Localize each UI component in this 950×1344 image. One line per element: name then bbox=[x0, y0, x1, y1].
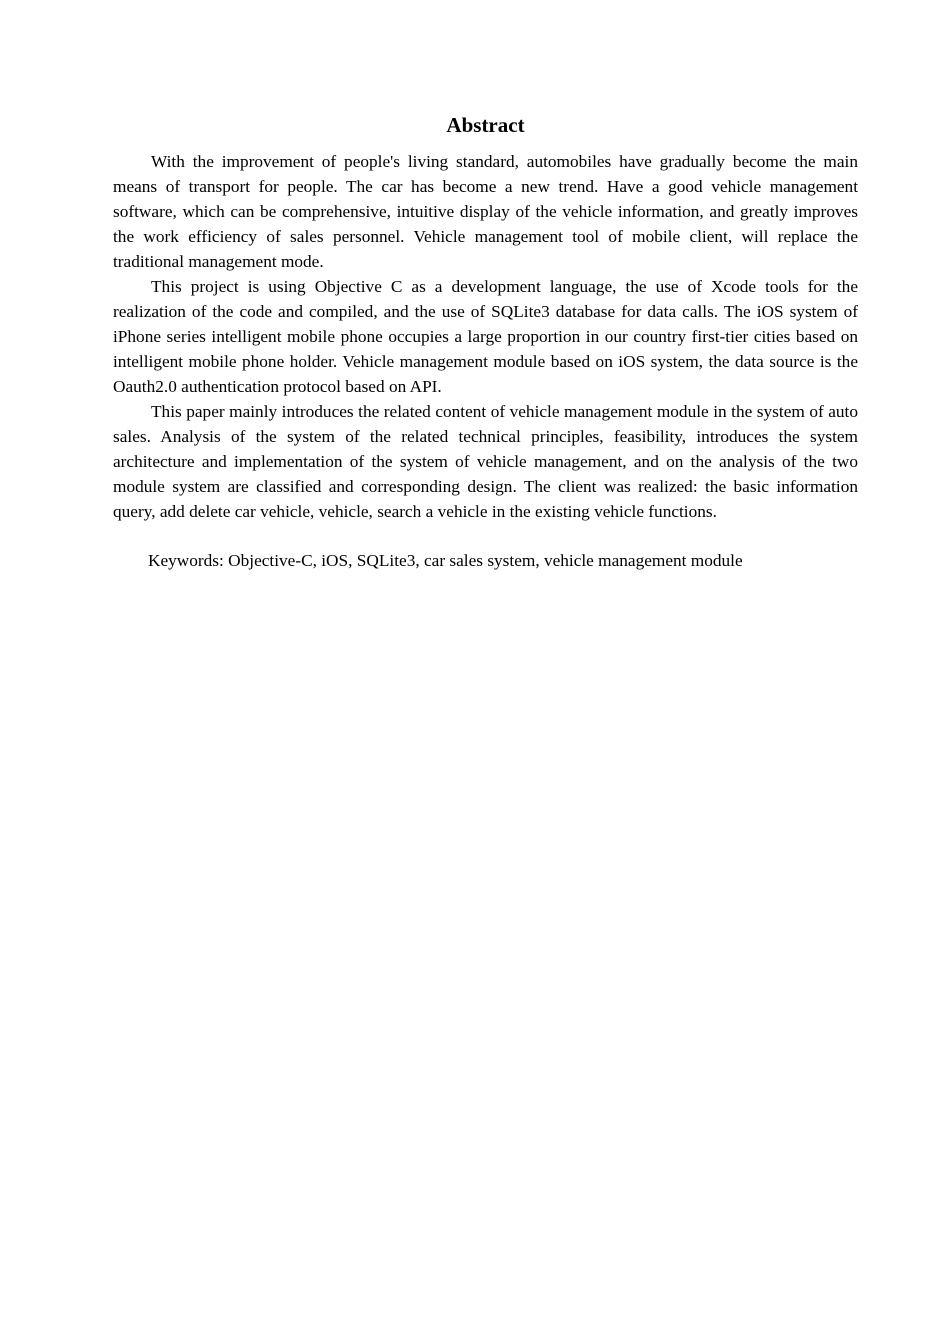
keywords-line: Keywords: Objective-C, iOS, SQLite3, car sales system, vehicle management module bbox=[148, 551, 743, 570]
abstract-paragraph-3: This paper mainly introduces the related content of vehicle management module in the system of auto sales. Analysis of the system of the related technical principles, feasibility, introduces the system architecture and implementation of the system of vehicle management, and on the analysis of the two module system are classified and corresponding design. The client was realized: the basic information query, add delete car vehicle, vehicle, search a vehicle in the existing vehicle functions. bbox=[113, 402, 858, 521]
abstract-section bbox=[113, 111, 858, 573]
abstract-paragraph-2: This project is using Objective C as a development language, the use of Xcode tools for the realization of the code and compiled, and the use of SQLite3 database for data calls. The iOS system of iPhone series intelligent mobile phone occupies a large proportion in our country first-tier cities based on intelligent mobile phone holder. Vehicle management module based on iOS system, the data source is the Oauth2.0 authentication protocol based on API. bbox=[113, 277, 858, 396]
abstract-paragraph-1: With the improvement of people's living standard, automobiles have gradually become the main means of transport for people. The car has become a new trend. Have a good vehicle management software, which can be comprehensive, intuitive display of the vehicle information, and greatly improves the work efficiency of sales personnel. Vehicle management tool of mobile client, will replace the traditional management mode. bbox=[113, 152, 858, 271]
abstract-title: Abstract bbox=[446, 113, 525, 137]
